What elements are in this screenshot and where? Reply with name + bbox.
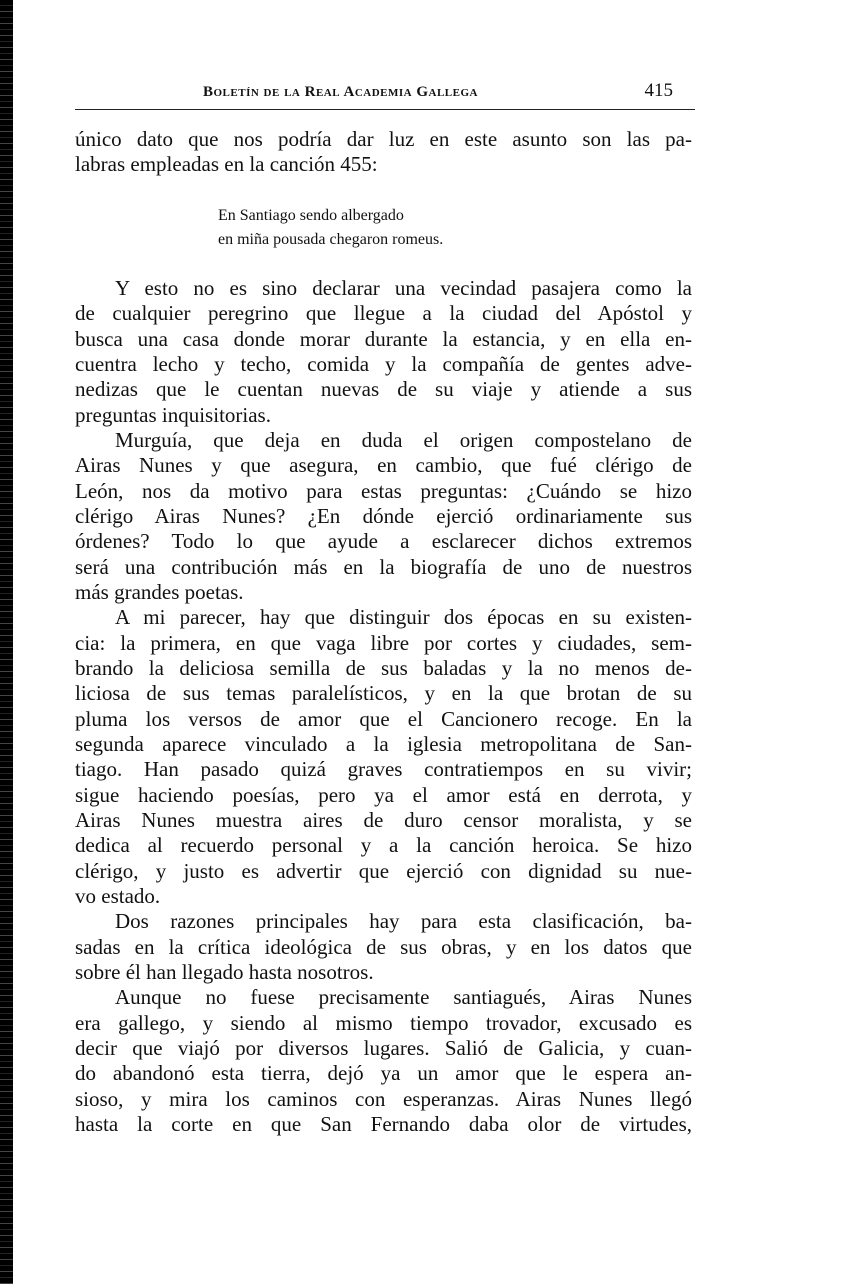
text-line: decir que viajó por diversos lugares. Salió de Galicia, y cuan- xyxy=(75,1036,692,1060)
text-line: pluma los versos de amor que el Cancionero recoge. En la xyxy=(75,707,692,731)
text-line: clérigo, y justo es advertir que ejerció con dignidad su nue- xyxy=(75,859,692,883)
text-line: hasta la corte en que San Fernando daba olor de virtudes, xyxy=(75,1112,692,1136)
header-rule xyxy=(75,109,695,110)
text-line: órdenes? Todo lo que ayude a esclarecer dichos extremos xyxy=(75,529,692,553)
text-line: más grandes poetas. xyxy=(75,580,244,604)
text-line: segunda aparece vinculado a la iglesia metropolitana de San- xyxy=(75,732,692,756)
text-line: sadas en la crítica ideológica de sus obras, y en los datos que xyxy=(75,935,692,959)
text-line: dedica al recuerdo personal y a la canción heroica. Se hizo xyxy=(75,833,692,857)
running-header xyxy=(75,80,695,110)
scan-binding-edge xyxy=(0,0,13,1284)
page-number: 415 xyxy=(644,80,673,101)
text-line: Airas Nunes muestra aires de duro censor moralista, y se xyxy=(75,808,692,832)
text-line: único dato que nos podría dar luz en este asunto son las pa- xyxy=(75,127,692,151)
paragraph-first-line: Murguía, que deja en duda el origen compostelano de xyxy=(115,428,692,452)
text-line: do abandonó esta tierra, dejó ya un amor que le espera an- xyxy=(75,1061,692,1085)
text-line: cia: la primera, en que vaga libre por cortes y ciudades, sem- xyxy=(75,631,692,655)
verse-line: En Santiago sendo albergado xyxy=(218,207,404,224)
text-line: nedizas que le cuentan nuevas de su viaje y atiende a sus xyxy=(75,377,692,401)
text-line: vo estado. xyxy=(75,884,161,908)
paragraph-first-line: Dos razones principales hay para esta clasificación, ba- xyxy=(115,909,692,933)
text-line: labras empleadas en la canción 455: xyxy=(75,152,378,176)
text-line: clérigo Airas Nunes? ¿En dónde ejerció ordinariamente sus xyxy=(75,504,692,528)
text-line: busca una casa donde morar durante la estancia, y en ella en- xyxy=(75,327,692,351)
text-line: liciosa de sus temas paralelísticos, y en la que brotan de su xyxy=(75,681,692,705)
running-title: Boletín de la Real Academia Gallega xyxy=(203,84,478,100)
text-line: preguntas inquisitorias. xyxy=(75,403,271,427)
text-line: sobre él han llegado hasta nosotros. xyxy=(75,960,374,984)
text-line: brando la deliciosa semilla de sus baladas y la no menos de- xyxy=(75,656,692,680)
verse-line: en miña pousada chegaron romeus. xyxy=(218,231,444,248)
text-line: será una contribución más en la biografía de uno de nuestros xyxy=(75,555,692,579)
paragraph-first-line: Y esto no es sino declarar una vecindad pasajera como la xyxy=(115,276,692,300)
text-line: de cualquier peregrino que llegue a la ciudad del Apóstol y xyxy=(75,301,692,325)
text-line: cuentra lecho y techo, comida y la compañía de gentes adve- xyxy=(75,352,692,376)
text-line: León, nos da motivo para estas preguntas: ¿Cuándo se hizo xyxy=(75,479,692,503)
text-line: Airas Nunes y que asegura, en cambio, que fué clérigo de xyxy=(75,453,692,477)
paragraph-first-line: Aunque no fuese precisamente santiagués, Airas Nunes xyxy=(115,985,692,1009)
text-line: sioso, y mira los caminos con esperanzas. Airas Nunes llegó xyxy=(75,1087,692,1111)
paragraph-first-line: A mi parecer, hay que distinguir dos épocas en su existen- xyxy=(115,605,692,629)
text-line: sigue haciendo poesías, pero ya el amor está en derrota, y xyxy=(75,783,692,807)
text-line: era gallego, y siendo al mismo tiempo trovador, excusado es xyxy=(75,1011,692,1035)
text-line: tiago. Han pasado quizá graves contratiempos en su vivir; xyxy=(75,757,692,781)
